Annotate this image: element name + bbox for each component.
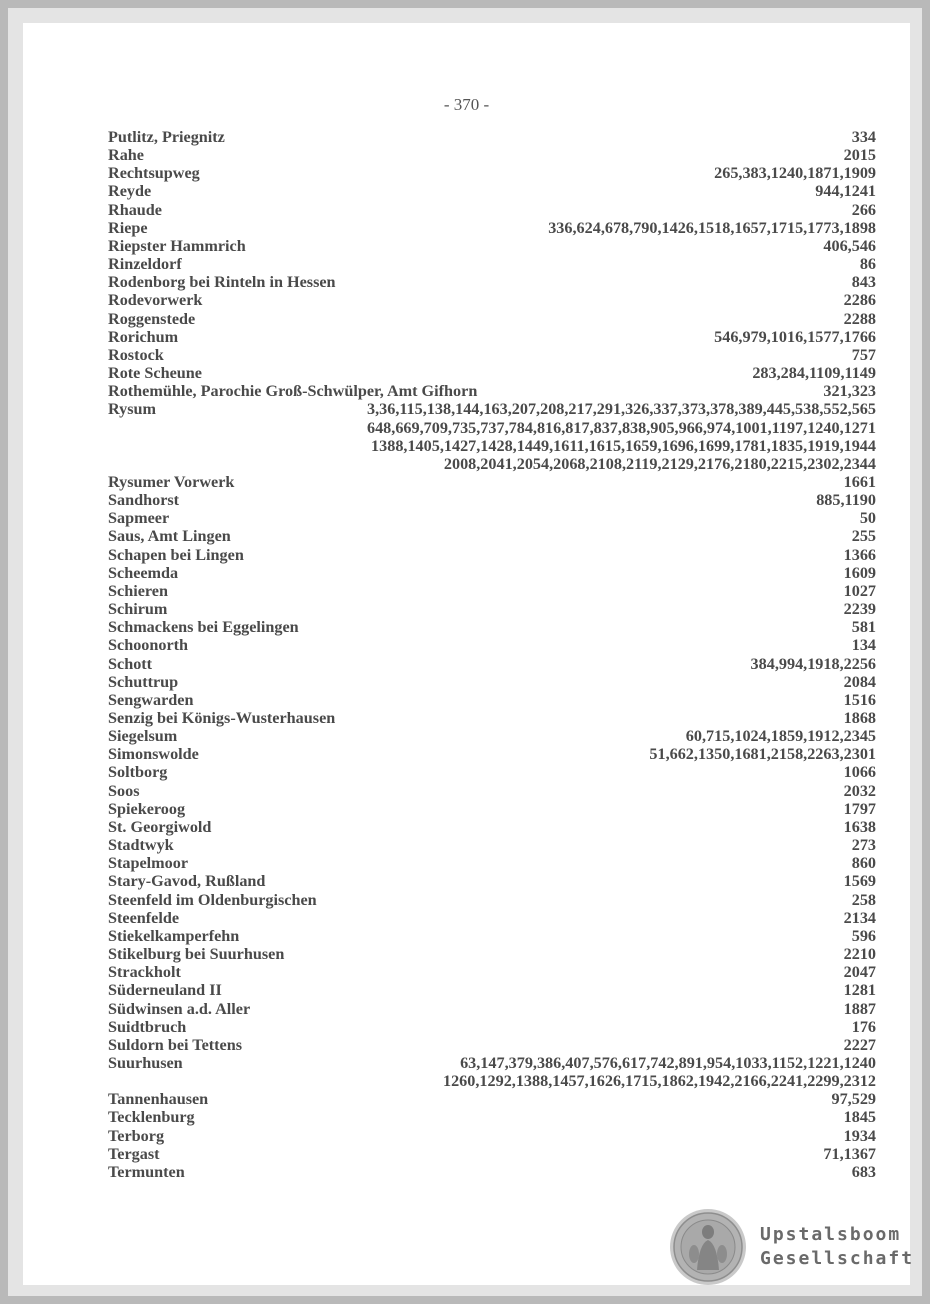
document-page — [23, 23, 915, 1285]
place-name: Scheemda — [108, 563, 179, 582]
reference-numbers — [184, 673, 876, 691]
index-entry — [108, 164, 876, 182]
reference-numbers — [168, 201, 876, 219]
reference-line: 334 — [851, 128, 876, 146]
page-number: - 370 - — [443, 95, 490, 114]
reference-line: 265,383,1240,1871,1909 — [714, 164, 876, 183]
index-entry — [108, 673, 876, 691]
index-entry — [108, 146, 876, 164]
reference-numbers — [206, 164, 876, 182]
place-name: Soos — [108, 781, 140, 800]
place-name: Suidtbruch — [108, 1017, 187, 1036]
reference-numbers — [162, 400, 876, 473]
reference-numbers — [231, 128, 876, 146]
reference-numbers — [189, 1054, 876, 1090]
reference-line: 1934 — [843, 1126, 876, 1145]
index-entry — [108, 1090, 876, 1108]
reference-numbers — [323, 891, 876, 909]
index-entry — [108, 872, 876, 890]
index-entry — [108, 1127, 876, 1145]
place-name: Riepster Hammrich — [108, 236, 246, 255]
reference-line: 2227 — [843, 1035, 876, 1054]
reference-line: 384,994,1918,2256 — [750, 654, 876, 673]
place-name: Sapmeer — [108, 509, 170, 528]
place-name: Suldorn bei Tettens — [108, 1035, 243, 1054]
reference-numbers — [157, 182, 876, 200]
index-entry — [108, 310, 876, 328]
reference-numbers — [208, 291, 876, 309]
place-name: Riepe — [108, 218, 148, 237]
place-name: Steenfelde — [108, 908, 180, 927]
index-entry — [108, 564, 876, 582]
reference-numbers — [256, 1000, 876, 1018]
society-watermark — [760, 1223, 914, 1271]
place-name: Rothemühle, Parochie Groß-Schwülper, Amt Gifhorn — [108, 382, 478, 401]
reference-numbers — [341, 709, 876, 727]
reference-line: 266 — [851, 200, 876, 219]
reference-numbers — [214, 1090, 876, 1108]
index-entry — [108, 346, 876, 364]
index-entry — [108, 963, 876, 981]
place-name: Termunten — [108, 1162, 185, 1181]
society-seal-icon — [669, 1208, 747, 1286]
reference-line: 176 — [851, 1017, 876, 1036]
reference-numbers — [201, 310, 876, 328]
index-entry — [108, 1108, 876, 1126]
reference-line: 648,669,709,735,737,784,816,817,837,838,905,966,974,1001,1197,1240,1271 — [366, 418, 876, 437]
place-name: Schoonorth — [108, 636, 189, 655]
index-entry — [108, 273, 876, 291]
reference-line: 596 — [851, 926, 876, 945]
reference-line: 255 — [851, 527, 876, 546]
reference-numbers — [174, 582, 876, 600]
reference-numbers — [184, 564, 876, 582]
place-name: Schuttrup — [108, 672, 179, 691]
reference-line: 1845 — [843, 1108, 876, 1127]
reference-numbers — [217, 818, 876, 836]
place-name: Rote Scheune — [108, 364, 202, 383]
reference-line: 336,624,678,790,1426,1518,1657,1715,1773,1898 — [548, 218, 876, 237]
reference-line: 1366 — [843, 545, 876, 564]
place-name: Reyde — [108, 182, 152, 201]
index-entry — [108, 400, 876, 473]
reference-numbers — [250, 546, 876, 564]
reference-numbers — [173, 763, 876, 781]
reference-line: 283,284,1109,1149 — [752, 364, 876, 383]
reference-line: 683 — [851, 1162, 876, 1181]
place-name: Soltborg — [108, 763, 168, 782]
reference-numbers — [184, 328, 876, 346]
reference-line: 134 — [851, 636, 876, 655]
place-name: Süderneuland II — [108, 981, 222, 1000]
reference-numbers — [146, 782, 877, 800]
reference-line: 63,147,379,386,407,576,617,742,891,954,1033,1152,1221,1240 — [460, 1053, 876, 1072]
reference-numbers — [192, 1018, 876, 1036]
index-entry — [108, 854, 876, 872]
reference-numbers — [240, 473, 876, 491]
place-name: Tecklenburg — [108, 1108, 195, 1127]
reference-line: 2032 — [843, 781, 876, 800]
index-entry — [108, 636, 876, 654]
reference-numbers — [205, 745, 876, 763]
reference-numbers — [237, 527, 876, 545]
place-name: Rahe — [108, 146, 144, 165]
index-entry — [108, 582, 876, 600]
reference-numbers — [342, 273, 876, 291]
page-frame — [8, 8, 922, 1296]
place-name: Siegelsum — [108, 727, 178, 746]
index-entry — [108, 291, 876, 309]
place-name: Suurhusen — [108, 1053, 183, 1072]
index-entry — [108, 709, 876, 727]
reference-line: 2286 — [843, 291, 876, 310]
index-entry — [108, 491, 876, 509]
index-entry — [108, 364, 876, 382]
reference-line: 1887 — [843, 999, 876, 1018]
reference-numbers — [191, 800, 876, 818]
index-entry — [108, 1036, 876, 1054]
index-entry — [108, 128, 876, 146]
place-name: Saus, Amt Lingen — [108, 527, 231, 546]
reference-numbers — [245, 927, 876, 945]
reference-line: 581 — [851, 618, 876, 637]
watermark-line-1: Upstalsboom — [760, 1224, 902, 1245]
place-name: Rysum — [108, 400, 157, 419]
reference-line: 50 — [859, 509, 876, 528]
reference-numbers — [187, 963, 876, 981]
index-entry — [108, 1054, 876, 1090]
place-name: Steenfeld im Oldenburgischen — [108, 890, 317, 909]
reference-numbers — [228, 981, 876, 999]
index-entry — [108, 382, 876, 400]
place-index-list — [108, 128, 876, 1181]
reference-line: 2288 — [843, 309, 876, 328]
index-entry — [108, 927, 876, 945]
reference-line: 258 — [851, 890, 876, 909]
index-entry — [108, 600, 876, 618]
reference-line: 2008,2041,2054,2068,2108,2119,2129,2176,2180,2215,2302,2344 — [443, 454, 876, 473]
index-entry — [108, 1018, 876, 1036]
reference-numbers — [252, 237, 876, 255]
reference-line: 1388,1405,1427,1428,1449,1611,1615,1659,1696,1699,1781,1835,1919,1944 — [371, 436, 876, 455]
reference-line: 1027 — [843, 581, 876, 600]
reference-numbers — [208, 364, 876, 382]
reference-line: 3,36,115,138,144,163,207,208,217,291,326,337,373,378,389,445,538,552,565 — [366, 400, 876, 419]
reference-numbers — [170, 1127, 876, 1145]
place-name: Rhaude — [108, 200, 162, 219]
index-entry — [108, 945, 876, 963]
index-entry — [108, 818, 876, 836]
reference-line: 51,662,1350,1681,2158,2263,2301 — [649, 745, 876, 764]
place-name: St. Georgiwold — [108, 817, 212, 836]
reference-numbers — [180, 836, 876, 854]
reference-numbers — [305, 618, 876, 636]
reference-line: 1066 — [843, 763, 876, 782]
index-entry — [108, 727, 876, 745]
place-name: Schapen bei Lingen — [108, 545, 244, 564]
index-entry — [108, 509, 876, 527]
reference-numbers — [194, 854, 876, 872]
index-entry — [108, 219, 876, 237]
place-name: Schieren — [108, 581, 168, 600]
reference-numbers — [183, 727, 876, 745]
reference-line: 2239 — [843, 600, 876, 619]
index-entry — [108, 618, 876, 636]
reference-line: 1638 — [843, 817, 876, 836]
reference-numbers — [290, 945, 876, 963]
index-entry — [108, 782, 876, 800]
index-entry — [108, 891, 876, 909]
reference-numbers — [158, 655, 876, 673]
index-entry — [108, 763, 876, 781]
place-name: Rostock — [108, 345, 164, 364]
reference-numbers — [191, 1163, 876, 1181]
place-name: Stikelburg bei Suurhusen — [108, 945, 285, 964]
reference-line: 2084 — [843, 672, 876, 691]
place-name: Rechtsupweg — [108, 164, 200, 183]
place-name: Rinzeldorf — [108, 255, 182, 274]
reference-line: 1516 — [843, 690, 876, 709]
reference-line: 885,1190 — [816, 491, 876, 510]
reference-numbers — [154, 219, 876, 237]
reference-line: 2134 — [843, 908, 876, 927]
reference-line: 860 — [851, 854, 876, 873]
place-name: Schmackens bei Eggelingen — [108, 618, 299, 637]
reference-line: 1281 — [843, 981, 876, 1000]
place-name: Rodenborg bei Rinteln in Hessen — [108, 273, 336, 292]
place-name: Senzig bei Königs-Wusterhausen — [108, 709, 336, 727]
index-entry — [108, 255, 876, 273]
reference-numbers — [248, 1036, 876, 1054]
index-entry — [108, 527, 876, 545]
reference-line: 2015 — [843, 146, 876, 165]
reference-line: 944,1241 — [815, 182, 876, 201]
reference-numbers — [150, 146, 876, 164]
reference-line: 406,546 — [823, 236, 876, 255]
place-name: Putlitz, Priegnitz — [108, 128, 225, 146]
index-entry — [108, 1000, 876, 1018]
place-name: Strackholt — [108, 963, 181, 982]
place-name: Rodevorwerk — [108, 291, 203, 310]
reference-line: 1797 — [843, 799, 876, 818]
reference-line: 60,715,1024,1859,1912,2345 — [685, 727, 876, 746]
reference-line: 1260,1292,1388,1457,1626,1715,1862,1942,2166,2241,2299,2312 — [442, 1072, 876, 1091]
index-entry — [108, 546, 876, 564]
index-entry — [108, 1145, 876, 1163]
place-name: Rorichum — [108, 327, 179, 346]
reference-numbers — [483, 382, 876, 400]
place-name: Sengwarden — [108, 690, 194, 709]
index-entry — [108, 800, 876, 818]
place-name: Stiekelkamperfehn — [108, 926, 240, 945]
place-name: Südwinsen a.d. Aller — [108, 999, 251, 1018]
reference-line: 757 — [851, 345, 876, 364]
reference-line: 71,1367 — [823, 1144, 876, 1163]
reference-line: 273 — [851, 836, 876, 855]
place-name: Roggenstede — [108, 309, 196, 328]
reference-line: 843 — [851, 273, 876, 292]
index-entry — [108, 981, 876, 999]
place-name: Stadtwyk — [108, 836, 174, 855]
reference-numbers — [188, 255, 876, 273]
index-entry — [108, 909, 876, 927]
place-name: Stapelmoor — [108, 854, 189, 873]
reference-line: 1868 — [843, 709, 876, 727]
reference-line: 1661 — [843, 472, 876, 491]
index-entry — [108, 237, 876, 255]
index-entry — [108, 201, 876, 219]
reference-numbers — [185, 491, 876, 509]
index-entry — [108, 1163, 876, 1181]
watermark-line-2: Gesellschaft — [760, 1248, 915, 1269]
reference-numbers — [199, 691, 876, 709]
reference-numbers — [185, 909, 876, 927]
index-entry — [108, 328, 876, 346]
place-name: Sandhorst — [108, 491, 180, 510]
reference-numbers — [194, 636, 876, 654]
place-name: Rysumer Vorwerk — [108, 472, 235, 491]
place-name: Schott — [108, 654, 153, 673]
index-entry — [108, 745, 876, 763]
index-entry — [108, 836, 876, 854]
place-name: Schirum — [108, 600, 168, 619]
reference-line: 1569 — [843, 872, 876, 891]
place-name: Stary-Gavod, Rußland — [108, 872, 266, 891]
place-name: Simonswolde — [108, 745, 199, 764]
reference-numbers — [166, 1145, 876, 1163]
reference-line: 2047 — [843, 963, 876, 982]
reference-numbers — [173, 600, 876, 618]
reference-line: 1609 — [843, 563, 876, 582]
index-entry — [108, 691, 876, 709]
reference-numbers — [170, 346, 876, 364]
place-name: Spiekeroog — [108, 799, 186, 818]
place-name: Tannenhausen — [108, 1090, 209, 1109]
reference-line: 86 — [859, 255, 876, 274]
reference-numbers — [201, 1108, 876, 1126]
place-name: Terborg — [108, 1126, 165, 1145]
reference-line: 546,979,1016,1577,1766 — [714, 327, 876, 346]
reference-line: 97,529 — [831, 1090, 876, 1109]
reference-line: 321,323 — [823, 382, 876, 401]
reference-numbers — [175, 509, 876, 527]
index-entry — [108, 473, 876, 491]
reference-numbers — [271, 872, 876, 890]
place-name: Tergast — [108, 1144, 160, 1163]
index-entry — [108, 182, 876, 200]
reference-line: 2210 — [843, 945, 876, 964]
index-entry — [108, 655, 876, 673]
